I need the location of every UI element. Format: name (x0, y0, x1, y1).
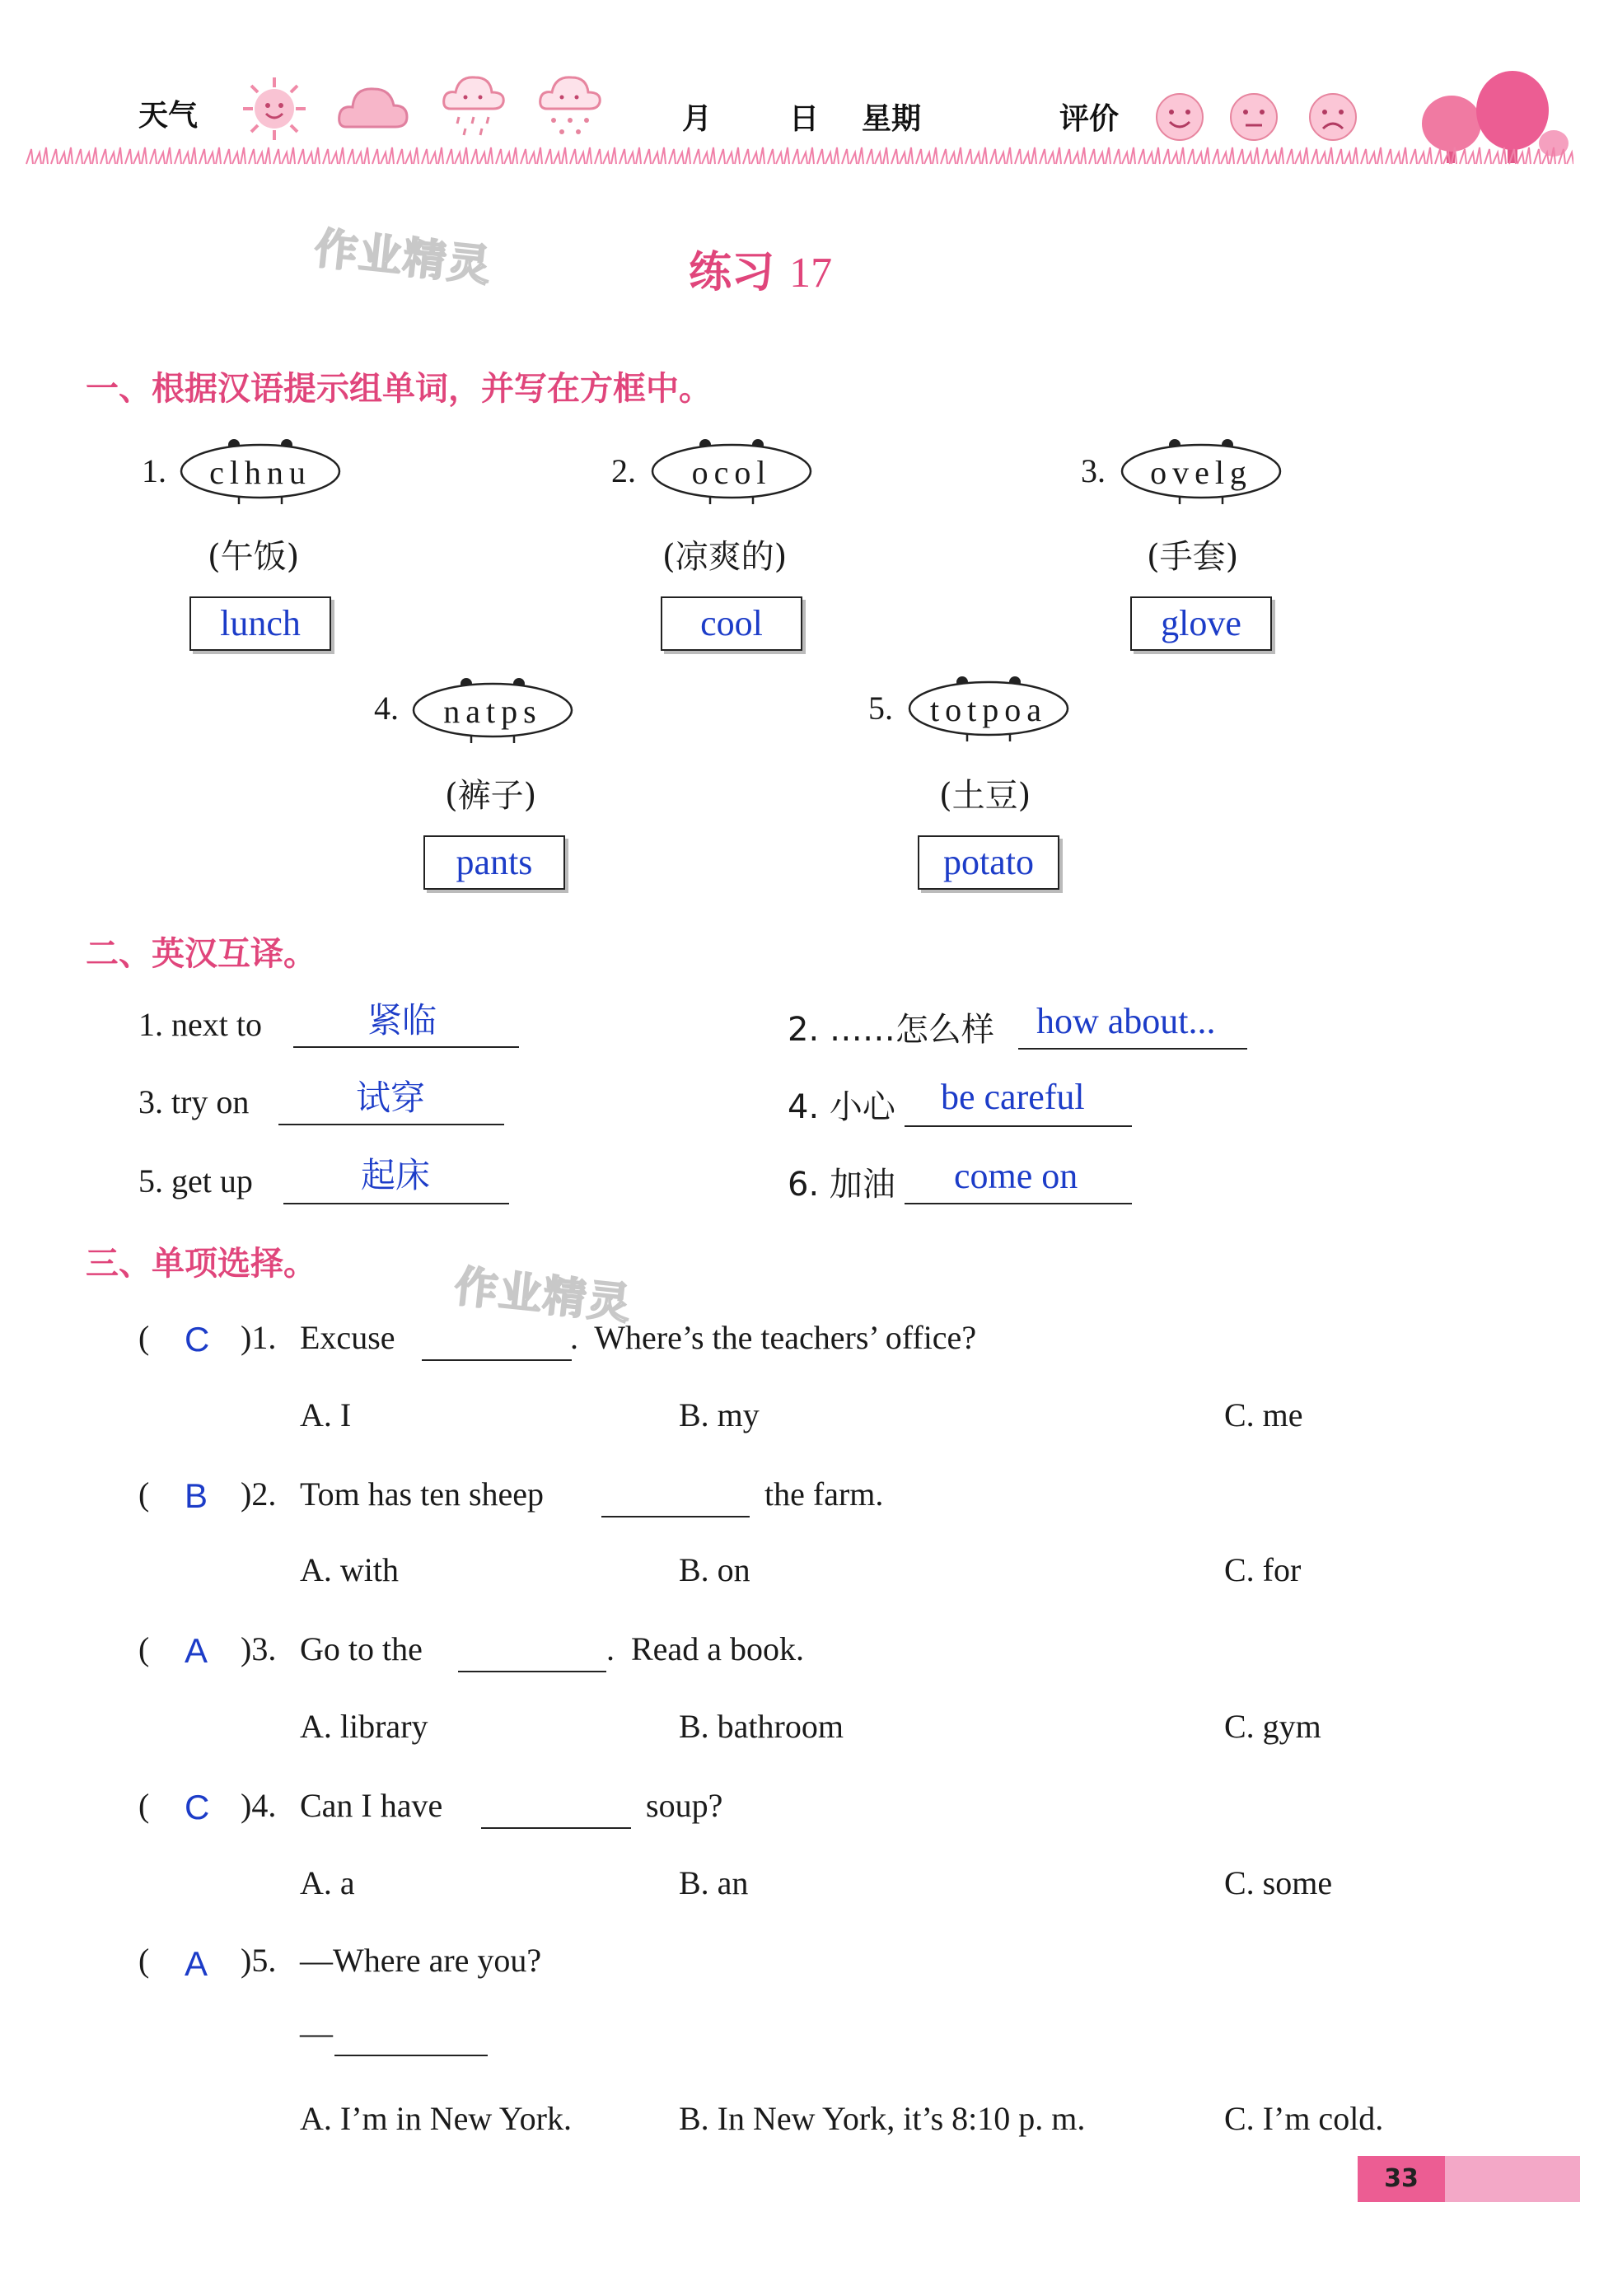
answer-box: pants (423, 835, 565, 890)
weather-label: 天气 (138, 99, 199, 133)
s1-item-num: 3. (1081, 452, 1106, 489)
mcq-stem: Excuse (300, 1319, 395, 1356)
mcq-answer: B (185, 1476, 208, 1515)
mcq-answer: A (185, 1944, 208, 1983)
translation-prompt: 4. 小心 (788, 1088, 895, 1126)
mcq-stem: . Where’s the teachers’ office? (570, 1319, 977, 1356)
answer-box: lunch (189, 596, 331, 651)
section2-heading: 二、英汉互译。 (86, 935, 316, 973)
scrambled-letters: clhnu (209, 454, 311, 491)
answer-box: glove (1130, 596, 1272, 651)
title-prefix: 练习 (689, 248, 775, 297)
title-number: 17 (789, 250, 833, 297)
translation-prompt: 6. 加油 (788, 1166, 895, 1204)
chinese-hint: (午饭) (208, 538, 300, 576)
mcq-stem: Tom has ten sheep (300, 1475, 545, 1513)
translation-answer: 起床 (361, 1155, 431, 1195)
reply-dash: — (300, 2014, 333, 2051)
mcq-option: A. I’m in New York. (300, 2100, 572, 2137)
mcq-number: )4. (241, 1787, 277, 1824)
s1-item-num: 1. (142, 452, 166, 489)
neutral-face-icon (1227, 91, 1280, 143)
mcq-option: A. a (300, 1864, 355, 1901)
mcq-option: B. In New York, it’s 8:10 p. m. (679, 2100, 1086, 2137)
mcq-stem: . Read a book. (606, 1630, 804, 1667)
snow-icon (537, 72, 603, 142)
mcq-number: )2. (241, 1475, 277, 1513)
rating-label: 评价 (1059, 102, 1120, 136)
chinese-hint: (凉爽的) (662, 538, 788, 576)
watermark: 作业精灵 (451, 1261, 634, 1330)
translation-answer: how about... (1036, 1001, 1216, 1041)
s1-item-num: 2. (611, 452, 636, 489)
translation-answer: 紧临 (367, 1000, 437, 1040)
month-label: 月 (682, 102, 713, 136)
mcq-stem: Go to the (300, 1630, 423, 1667)
translation-answer: 试穿 (356, 1078, 426, 1118)
page-number: 33 (1358, 2156, 1445, 2202)
day-label: 日 (789, 102, 820, 136)
mcq-option: C. some (1224, 1864, 1333, 1901)
mcq-answer: C (185, 1320, 210, 1358)
weekday-label: 星期 (862, 102, 922, 136)
sad-face-icon (1307, 91, 1359, 143)
letter-bubble (412, 682, 573, 740)
scrambled-letters: natps (443, 693, 542, 730)
chinese-hint: (土豆) (939, 777, 1031, 815)
translation-prompt: 1. next to (138, 1006, 262, 1043)
mcq-stem: Can I have (300, 1787, 443, 1824)
scrambled-letters: totpoa (930, 691, 1047, 728)
mcq-option: B. on (679, 1551, 750, 1588)
mcq-option: C. me (1224, 1396, 1303, 1433)
mcq-answer: C (185, 1788, 210, 1826)
mcq-stem: soup? (646, 1787, 723, 1824)
letter-bubble (1120, 443, 1282, 501)
mcq-stem: the farm. (764, 1475, 884, 1513)
translation-answer: be careful (941, 1077, 1085, 1117)
mcq-number: )5. (241, 1942, 277, 1979)
translation-prompt: 5. get up (138, 1162, 253, 1199)
scrambled-letters: ovelg (1150, 454, 1252, 491)
mcq-option: A. I (300, 1396, 352, 1433)
mcq-option: B. an (679, 1864, 749, 1901)
mcq-option: B. bathroom (679, 1708, 844, 1745)
letter-bubble (180, 443, 341, 501)
s1-item-num: 5. (868, 690, 893, 727)
mcq-option: A. library (300, 1708, 428, 1745)
mcq-answer: A (185, 1631, 208, 1670)
answer-box: potato (918, 835, 1059, 890)
mcq-stem: —Where are you? (300, 1942, 542, 1979)
translation-prompt: 3. try on (138, 1083, 250, 1120)
scrambled-letters: ocol (691, 454, 772, 491)
rain-icon (441, 72, 507, 142)
mcq-option: C. gym (1224, 1708, 1321, 1745)
sun-icon (241, 76, 307, 142)
cloud-icon (336, 79, 410, 132)
s1-item-num: 4. (374, 690, 399, 727)
chinese-hint: (裤子) (445, 777, 537, 815)
mcq-option: A. with (300, 1551, 399, 1588)
translation-prompt: 2. ……怎么样 (788, 1011, 994, 1049)
letter-bubble (908, 680, 1069, 738)
happy-face-icon (1153, 91, 1206, 143)
letter-bubble (651, 443, 812, 501)
mcq-option: C. I’m cold. (1224, 2100, 1384, 2137)
mcq-number: )1. (241, 1319, 277, 1356)
mcq-option: B. my (679, 1396, 760, 1433)
watermark: 作业精灵 (311, 223, 494, 292)
grass-divider (25, 144, 1573, 166)
answer-box: cool (661, 596, 802, 651)
translation-answer: come on (954, 1156, 1078, 1196)
mcq-number: )3. (241, 1630, 277, 1667)
section3-heading: 三、单项选择。 (86, 1245, 316, 1283)
section1-heading: 一、根据汉语提示组单词，并写在方框中。 (86, 370, 712, 408)
chinese-hint: (手套) (1147, 538, 1239, 576)
exercise-title (689, 237, 832, 299)
mcq-option: C. for (1224, 1551, 1302, 1588)
